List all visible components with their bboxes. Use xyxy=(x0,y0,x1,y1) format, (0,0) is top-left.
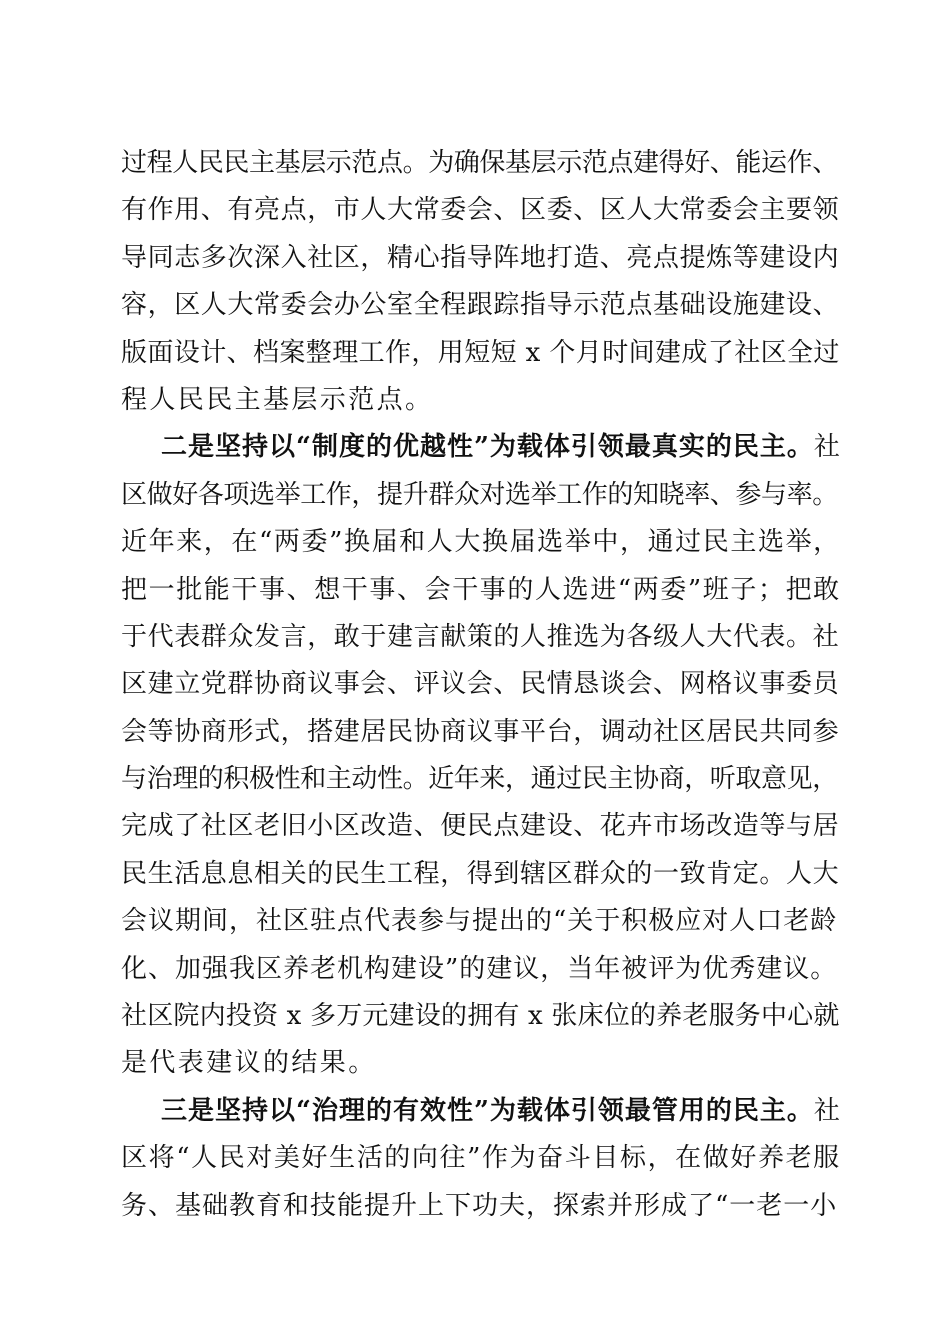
text-line: 容，区人大常委会办公室全程跟踪指导示范点基础设施建设、 xyxy=(121,290,840,321)
text-line: 会等协商形式，搭建居民协商议事平台，调动社区居民共同参 xyxy=(121,716,840,747)
text-line: 有作用、有亮点，市人大常委会、区委、区人大常委会主要领 xyxy=(121,195,840,226)
text-line: 完成了社区老旧小区改造、便民点建设、花卉市场改造等与居 xyxy=(121,811,840,842)
text-line: 程人民民主基层示范点。 xyxy=(121,384,434,415)
text-line: 区建立党群协商议事会、评议会、民情恳谈会、网格议事委员 xyxy=(121,669,840,700)
text-line: 与治理的积极性和主动性。近年来，通过民主协商，听取意见， xyxy=(121,764,838,795)
text-fragment: 社 xyxy=(813,432,841,463)
text-line: 把一批能干事、想干事、会干事的人选进“两委”班子；把敢 xyxy=(121,574,841,605)
text-line: 社区院内投资 x 多万元建设的拥有 x 张床位的养老服务中心就 xyxy=(121,1001,840,1032)
text-line: 导同志多次深入社区，精心指导阵地打造、亮点提炼等建设内 xyxy=(121,242,840,273)
text-line: 版面设计、档案整理工作，用短短 x 个月时间建成了社区全过 xyxy=(121,337,840,368)
text-line: 于代表群众发言，敢于建言献策的人推选为各级人大代表。社 xyxy=(121,621,840,652)
section-heading: 二是坚持以“制度的优越性”为载体引领最真实的民主。 xyxy=(161,432,814,463)
section-heading-line xyxy=(121,1088,841,1135)
section-heading-line xyxy=(121,424,841,471)
text-line: 务、基础教育和技能提升上下功夫，探索并形成了“一老一小 xyxy=(121,1190,838,1221)
text-line: 区做好各项选举工作，提升群众对选举工作的知晓率、参与率。 xyxy=(121,479,838,510)
text-line: 近年来，在“两委”换届和人大换届选举中，通过民主选举， xyxy=(121,527,841,558)
text-line: 会议期间，社区驻点代表参与提出的“关于积极应对人口老龄 xyxy=(121,906,838,937)
text-line: 区将“人民对美好生活的向往”作为奋斗目标，在做好养老服 xyxy=(121,1143,841,1174)
text-line: 是代表建议的结果。 xyxy=(121,1048,377,1079)
text-fragment: 社 xyxy=(813,1095,841,1126)
document-body xyxy=(121,140,841,1230)
text-line: 化、加强我区养老机构建设”的建议，当年被评为优秀建议。 xyxy=(121,953,838,984)
section-heading: 三是坚持以“治理的有效性”为载体引领最管用的民主。 xyxy=(161,1095,814,1126)
text-line: 民生活息息相关的民生工程，得到辖区群众的一致肯定。人大 xyxy=(121,858,840,889)
text-line: 过程人民民主基层示范点。为确保基层示范点建得好、能运作、 xyxy=(121,148,838,178)
